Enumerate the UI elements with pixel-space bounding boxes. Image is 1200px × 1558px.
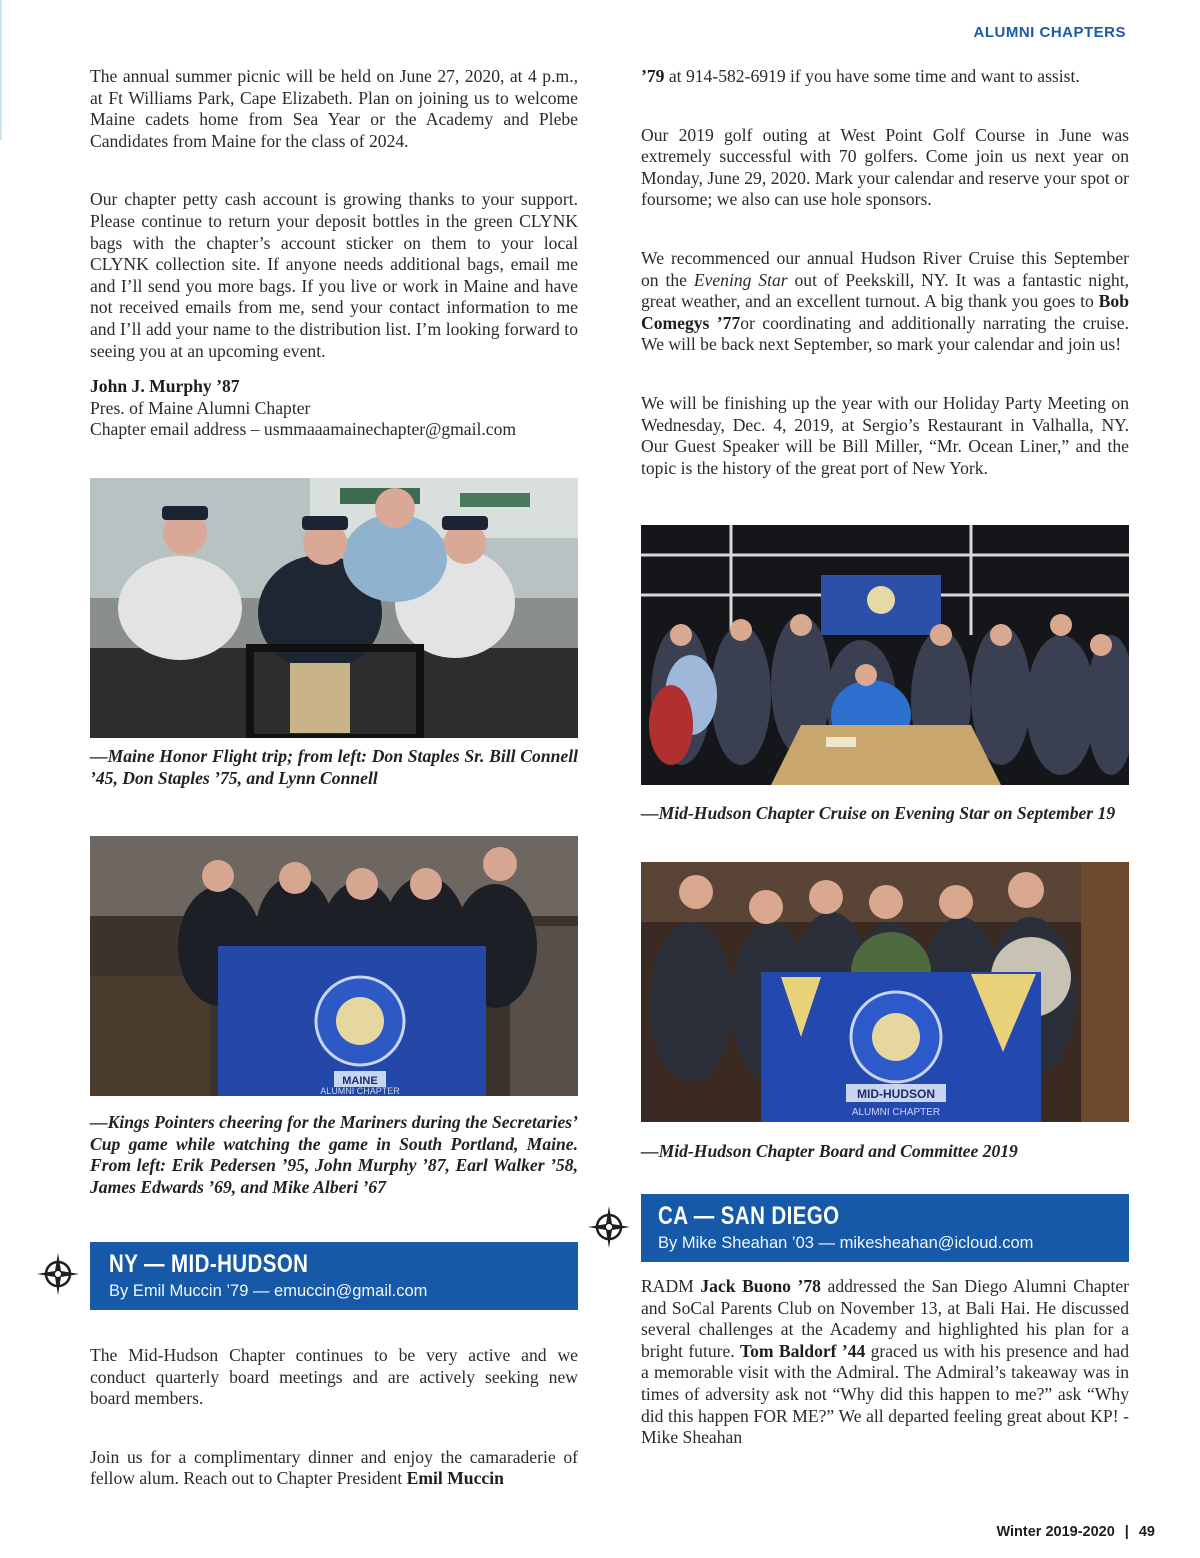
flag-text-maine: MAINE: [342, 1075, 378, 1087]
section-header: ALUMNI CHAPTERS: [973, 24, 1126, 41]
section-title-ny: NY — MID-HUDSON: [109, 1250, 309, 1278]
caption-kings-pointers: —Kings Pointers cheering for the Mariners during the Secretaries’ Cup game while watching the game in South Portland, Maine. From left: Erik Pedersen ’95, John Murphy ’87, Earl Walker ’58, James Edwards ’69, and Mike Alberi ’67: [90, 1112, 578, 1197]
right-column: [641, 66, 1129, 479]
tom-baldorf-name: Tom Baldorf ’44: [740, 1340, 866, 1361]
continuation-paragraph: ’79 at 914-582-6919 if you have some time and want to assist.: [641, 66, 1080, 86]
caption-board-committee: —Mid-Hudson Chapter Board and Committee 2019: [641, 1141, 1018, 1161]
section-title-ca: CA — SAN DIEGO: [658, 1202, 840, 1230]
issue-label: Winter 2019-2020: [996, 1524, 1115, 1540]
holiday-paragraph: We will be finishing up the year with our Holiday Party Meeting on Wednesday, Dec. 4, 2019, at Sergio’s Restaurant in Valhalla, NY. Our Guest Speaker will be Bill Miller, “Mr. Ocean Liner,” and the topic is the history of the great port of New York.: [641, 392, 1129, 478]
picnic-paragraph: The annual summer picnic will be held on June 27, 2020, at 4 p.m., at Ft Williams Park, Cape Elizabeth. Plan on joining us to welcome Maine cadets home from Sea Year or the Academy and Plebe Candidates from Maine for the class of 2024.: [90, 66, 578, 151]
page-number: 49: [1138, 1524, 1155, 1540]
ny-paragraph-2: Join us for a complimentary dinner and enjoy the camaraderie of fellow alum. Reach out to Chapter President Emil Muccin: [90, 1446, 578, 1489]
footer-separator: |: [1124, 1524, 1129, 1540]
signature-name: John J. Murphy ’87: [90, 376, 240, 397]
flag-sub-maine: ALUMNI CHAPTER: [320, 1086, 400, 1096]
caption-cruise: —Mid-Hudson Chapter Cruise on Evening Star on September 19: [641, 803, 1116, 823]
caption-honor-flight: —Maine Honor Flight trip; from left: Don Staples Sr. Bill Connell ’45, Don Staples ’75, and Lynn Connell: [90, 746, 578, 788]
signature-title: Pres. of Maine Alumni Chapter: [90, 397, 311, 418]
signature-block: [90, 376, 578, 441]
section-header-ny-mid-hudson: [90, 1242, 578, 1310]
section-byline-ca: By Mike Sheahan ’03 — mikesheahan@icloud.com: [658, 1234, 1034, 1252]
photo-board-committee: [641, 862, 1129, 1122]
section-header-ca-san-diego: [641, 1194, 1129, 1262]
photo-honor-flight: [90, 478, 578, 738]
flag-sub-mid-hudson: ALUMNI CHAPTER: [851, 1107, 941, 1118]
bob-comegys-name: Bob Comegys ’77: [641, 291, 1129, 333]
photo-cruise: [641, 525, 1129, 785]
cruise-paragraph: We recommenced our annual Hudson River Cruise this September on the Evening Star out of Peekskill, NY. It was a fantastic night, great weather, and an excellent turnout. A big thank you goes to Bob Comegys ’77or coordinating and additionally narrating the cruise. We will be back next September, so mark your calendar and join us!: [641, 247, 1130, 355]
page-footer: [996, 1524, 1155, 1540]
golf-paragraph: Our 2019 golf outing at West Point Golf Course in June was extremely successful with 70 golfers. Come join us next year on Monday, June 29, 2020. Mark your calendar and reserve your spot or foursome; we also can use hole sponsors.: [641, 124, 1129, 210]
jack-buono-name: Jack Buono ’78: [700, 1276, 821, 1296]
photo-kings-pointers: [90, 836, 578, 1096]
edge-mark: [0, 0, 2, 140]
ca-section-body: [641, 1276, 1129, 1449]
flag-text-mid-hudson: MID-HUDSON: [857, 1087, 935, 1101]
ny-section-body: [90, 1345, 578, 1490]
compass-icon: [587, 1205, 631, 1249]
signature-email: Chapter email address – usmmaaamainechapter@gmail.com: [90, 419, 517, 440]
ca-paragraph: RADM Jack Buono ’78 addressed the San Diego Alumni Chapter and SoCal Parents Club on November 13, at Bali Hai. He discussed several challenges at the Academy and highlighted his plan for a bright future. Tom Baldorf ’44 graced us with his presence and had a memorable visit with the Admiral. The Admiral’s takeaway was in times of adversity ask not “Why did this happen to me?” ask “Why did this happen FOR ME?” We all departed feeling great about KP! -Mike Sheahan: [641, 1276, 1129, 1448]
emil-muccin-name: Emil Muccin: [406, 1468, 504, 1489]
ny-paragraph-1: The Mid-Hudson Chapter continues to be very active and we conduct quarterly board meetings and are actively seeking new board members.: [90, 1345, 578, 1409]
section-byline-ny: By Emil Muccin ’79 — emuccin@gmail.com: [109, 1282, 428, 1300]
petty-cash-paragraph: Our chapter petty cash account is growing thanks to your support. Please continue to return your deposit bottles in the green CLYNK bags with the chapter’s account sticker on them to your local CLYNK collection site. If anyone needs additional bags, email me and I’ll send you more bags. If you live or work in Maine and have not received emails from me, send your contact information to me and I’ll add your name to the distribution list. I’m looking forward to seeing you at an upcoming event.: [90, 189, 578, 361]
compass-icon: [36, 1252, 80, 1296]
left-column: [90, 66, 578, 441]
